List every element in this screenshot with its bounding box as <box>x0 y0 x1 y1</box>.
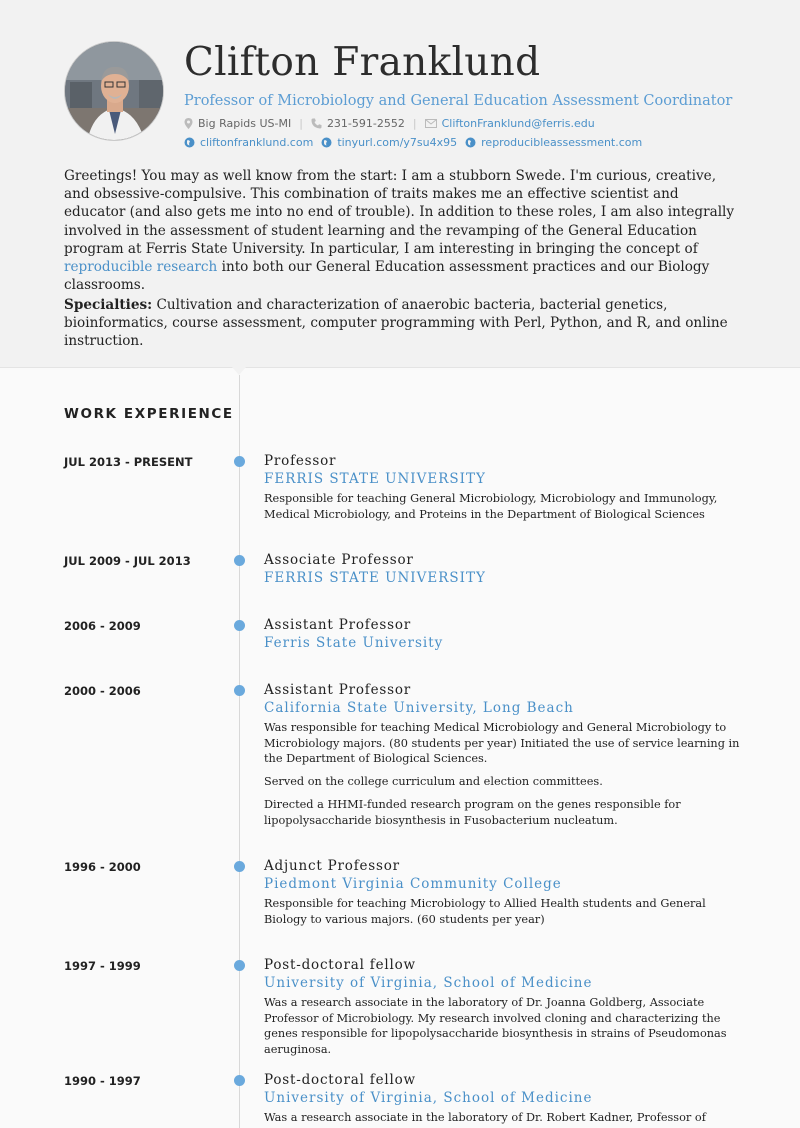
website-links <box>184 136 650 149</box>
contact-info <box>184 117 595 130</box>
divider: | <box>299 117 303 130</box>
job-organization: Ferris State University <box>264 635 444 651</box>
job-role: Post-doctoral fellow <box>264 957 416 973</box>
website-link-3[interactable] <box>465 136 642 149</box>
specialties-paragraph <box>64 296 744 351</box>
website-text-3: reproducibleassessment.com <box>481 136 643 149</box>
timeline-notch <box>232 367 246 375</box>
globe-icon <box>321 137 332 148</box>
job-date: 1990 - 1997 <box>64 1074 141 1088</box>
job-organization: FERRIS STATE UNIVERSITY <box>264 570 486 586</box>
job-role: Associate Professor <box>264 552 414 568</box>
email-text: CliftonFranklund@ferris.edu <box>441 117 595 130</box>
job-description <box>264 491 744 530</box>
website-link-2[interactable] <box>321 136 457 149</box>
phone-icon <box>311 118 322 129</box>
globe-icon <box>184 137 195 148</box>
job-description-line: Directed a HHMI-funded research program on the genes responsible for lipopolysaccharide biosynthesis in Fusobacterium nucleatum. <box>264 798 681 827</box>
job-organization: University of Virginia, School of Medicine <box>264 975 593 991</box>
job-role: Assistant Professor <box>264 617 412 633</box>
specialties-text: Cultivation and characterization of anaerobic bacteria, bacterial genetics, bioinformatics, course assessment, computer programming with Perl, Python, and R, and online instruction. <box>64 297 728 350</box>
job-date: JUL 2013 - PRESENT <box>64 455 193 469</box>
phone-text: 231-591-2552 <box>326 117 405 130</box>
globe-icon <box>465 137 476 148</box>
job-date: 2000 - 2006 <box>64 684 141 698</box>
job-role: Assistant Professor <box>264 682 412 698</box>
timeline-line <box>239 375 240 1128</box>
header <box>0 0 800 368</box>
timeline-dot <box>234 1075 245 1086</box>
timeline-dot <box>234 861 245 872</box>
email-link[interactable] <box>425 117 595 130</box>
job-role: Adjunct Professor <box>264 858 400 874</box>
divider: | <box>412 117 417 130</box>
job-description-line: Was a research associate in the laboratory of Dr. Joanna Goldberg, Associate Professor of Microbiology. My research involved cloning and characterizing the genes responsible for lipopolysaccharide biosynthesis in strains of Pseudomonas aeruginosa. <box>264 996 727 1056</box>
profile-title: Professor of Microbiology and General Education Assessment Coordinator <box>184 93 733 109</box>
phone[interactable] <box>311 117 405 130</box>
job-description-line: Responsible for teaching General Microbiology, Microbiology and Immunology, Medical Microbiology, and Proteins in the Department of Biological Sciences <box>264 492 718 521</box>
website-text-2: tinyurl.com/y7su4x95 <box>337 136 458 149</box>
job-description-line: Was a research associate in the laboratory of Dr. Robert Kadner, Professor of <box>264 1111 706 1124</box>
location-text: Big Rapids US-MI <box>198 117 292 130</box>
job-organization: FERRIS STATE UNIVERSITY <box>264 471 486 487</box>
job-date: JUL 2009 - JUL 2013 <box>64 554 191 568</box>
job-organization: Piedmont Virginia Community College <box>264 876 562 892</box>
location <box>184 117 291 130</box>
intro-text-after: into both our General Education assessment practices and our Biology classrooms. <box>64 259 710 294</box>
section-title-work-experience: WORK EXPERIENCE <box>64 406 234 422</box>
job-date: 1996 - 2000 <box>64 860 141 874</box>
job-description-line: Responsible for teaching Microbiology to Allied Health students and General Biology to various majors. (60 students per year) <box>264 897 706 926</box>
job-description-line: Was responsible for teaching Medical Microbiology and General Microbiology to Microbiology majors. (80 students per year) Initiated the use of service learning in the Department of Biological Sciences. <box>264 721 740 765</box>
job-description <box>264 995 744 1065</box>
job-description <box>264 720 744 836</box>
intro-paragraph <box>64 167 744 294</box>
job-description-line: Served on the college curriculum and election committees. <box>264 775 603 788</box>
job-role: Post-doctoral fellow <box>264 1072 416 1088</box>
reproducible-research-link[interactable]: reproducible research <box>64 259 218 276</box>
job-organization: University of Virginia, School of Medicine <box>264 1090 593 1106</box>
timeline-dot <box>234 555 245 566</box>
timeline-dot <box>234 456 245 467</box>
avatar <box>64 41 164 141</box>
specialties-label: Specialties: <box>64 297 153 313</box>
location-pin-icon <box>184 118 193 129</box>
job-date: 1997 - 1999 <box>64 959 141 973</box>
job-role: Professor <box>264 453 337 469</box>
profile-photo <box>65 42 164 141</box>
website-link-1[interactable] <box>184 136 313 149</box>
job-description <box>264 896 744 935</box>
profile-name: Clifton Franklund <box>184 40 541 85</box>
job-date: 2006 - 2009 <box>64 619 141 633</box>
job-description <box>264 1110 744 1128</box>
intro-text-before: Greetings! You may as well know from the start: I am a stubborn Swede. I'm curious, creative, and obsessive-compulsive. This combination of traits makes me an effective scientist and educator (and also gets me into no end of trouble). In addition to these roles, I am also integrally involved in the assessment of student learning and the revamping of the General Education program at Ferris State University. In particular, I am interesting in bringing the concept of <box>64 168 735 257</box>
timeline-dot <box>234 960 245 971</box>
timeline-dot <box>234 620 245 631</box>
timeline-dot <box>234 685 245 696</box>
mail-icon <box>425 119 437 128</box>
job-organization: California State University, Long Beach <box>264 700 574 716</box>
website-text-1: cliftonfranklund.com <box>200 136 314 149</box>
